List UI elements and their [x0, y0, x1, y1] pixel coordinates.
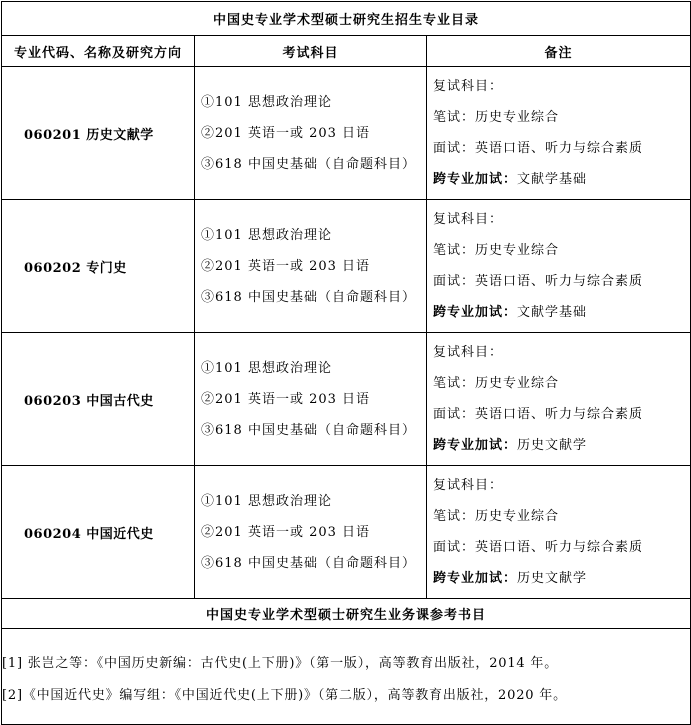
exam-subject: ①101 思想政治理论: [201, 94, 332, 110]
cross-major-value: 文献学基础: [517, 305, 588, 320]
exam-subject: ③618 中国史基础（自命题科目）: [201, 289, 416, 305]
interview-test: 面试：英语口语、听力与综合素质: [433, 540, 644, 555]
exam-subject: ③618 中国史基础（自命题科目）: [201, 156, 416, 172]
table-row: [2, 333, 691, 466]
exam-subject: ②201 英语一或 203 日语: [201, 125, 371, 141]
references-list: [2, 629, 691, 725]
written-test: 笔试：历史专业综合: [433, 376, 560, 391]
cross-major-test: [433, 297, 690, 328]
retest-label: 复试科目：: [433, 478, 504, 493]
interview-test: 面试：英语口语、听力与综合素质: [433, 274, 644, 289]
interview-test: 面试：英语口语、听力与综合素质: [433, 141, 644, 156]
notes-cell: [427, 67, 691, 200]
header-exams: 考试科目: [195, 36, 427, 67]
notes-cell: [427, 333, 691, 466]
major-name: 060201 历史文献学: [2, 67, 195, 200]
references-title: 中国史专业学术型硕士研究生业务课参考书目: [2, 599, 691, 629]
written-test: 笔试：历史专业综合: [433, 110, 560, 125]
exam-subject: ②201 英语一或 203 日语: [201, 258, 371, 274]
table-title-row: [2, 2, 691, 36]
reference-item: [2]《中国近代史》编写组：《中国近代史(上下册)》（第二版），高等教育出版社，2020 年。: [2, 687, 567, 703]
table-row: [2, 200, 691, 333]
admission-catalog-table: [1, 1, 691, 725]
retest-label: 复试科目：: [433, 212, 504, 227]
exam-subjects-cell: [195, 466, 427, 599]
exam-subjects-cell: [195, 333, 427, 466]
notes-cell: [427, 466, 691, 599]
cross-major-value: 历史文献学: [517, 438, 588, 453]
retest-label: 复试科目：: [433, 79, 504, 94]
interview-test: 面试：英语口语、听力与综合素质: [433, 407, 644, 422]
header-notes: 备注: [427, 36, 691, 67]
references-title-row: [2, 599, 691, 629]
written-test: 笔试：历史专业综合: [433, 509, 560, 524]
exam-subjects-cell: [195, 200, 427, 333]
table-row: [2, 67, 691, 200]
cross-major-label: 跨专业加试：: [433, 305, 518, 320]
notes-cell: [427, 200, 691, 333]
exam-subject: ①101 思想政治理论: [201, 493, 332, 509]
exam-subjects-cell: [195, 67, 427, 200]
major-name: 060204 中国近代史: [2, 466, 195, 599]
exam-subject: ②201 英语一或 203 日语: [201, 524, 371, 540]
major-name: 060203 中国古代史: [2, 333, 195, 466]
table-title: 中国史专业学术型硕士研究生招生专业目录: [2, 2, 691, 36]
cross-major-label: 跨专业加试：: [433, 571, 518, 586]
cross-major-value: 历史文献学: [517, 571, 588, 586]
cross-major-value: 文献学基础: [517, 172, 588, 187]
header-major: 专业代码、名称及研究方向: [2, 36, 195, 67]
exam-subject: ③618 中国史基础（自命题科目）: [201, 422, 416, 438]
cross-major-test: [433, 430, 690, 461]
retest-label: 复试科目：: [433, 345, 504, 360]
exam-subject: ①101 思想政治理论: [201, 360, 332, 376]
references-body-row: [2, 629, 691, 725]
written-test: 笔试：历史专业综合: [433, 243, 560, 258]
cross-major-test: [433, 563, 690, 594]
exam-subject: ③618 中国史基础（自命题科目）: [201, 555, 416, 571]
reference-item: [1] 张岂之等：《中国历史新编：古代史(上下册)》（第一版），高等教育出版社，2014 年。: [2, 655, 559, 671]
cross-major-test: [433, 164, 690, 195]
table-header-row: [2, 36, 691, 67]
cross-major-label: 跨专业加试：: [433, 172, 518, 187]
major-name: 060202 专门史: [2, 200, 195, 333]
exam-subject: ②201 英语一或 203 日语: [201, 391, 371, 407]
table-row: [2, 466, 691, 599]
cross-major-label: 跨专业加试：: [433, 438, 518, 453]
exam-subject: ①101 思想政治理论: [201, 227, 332, 243]
